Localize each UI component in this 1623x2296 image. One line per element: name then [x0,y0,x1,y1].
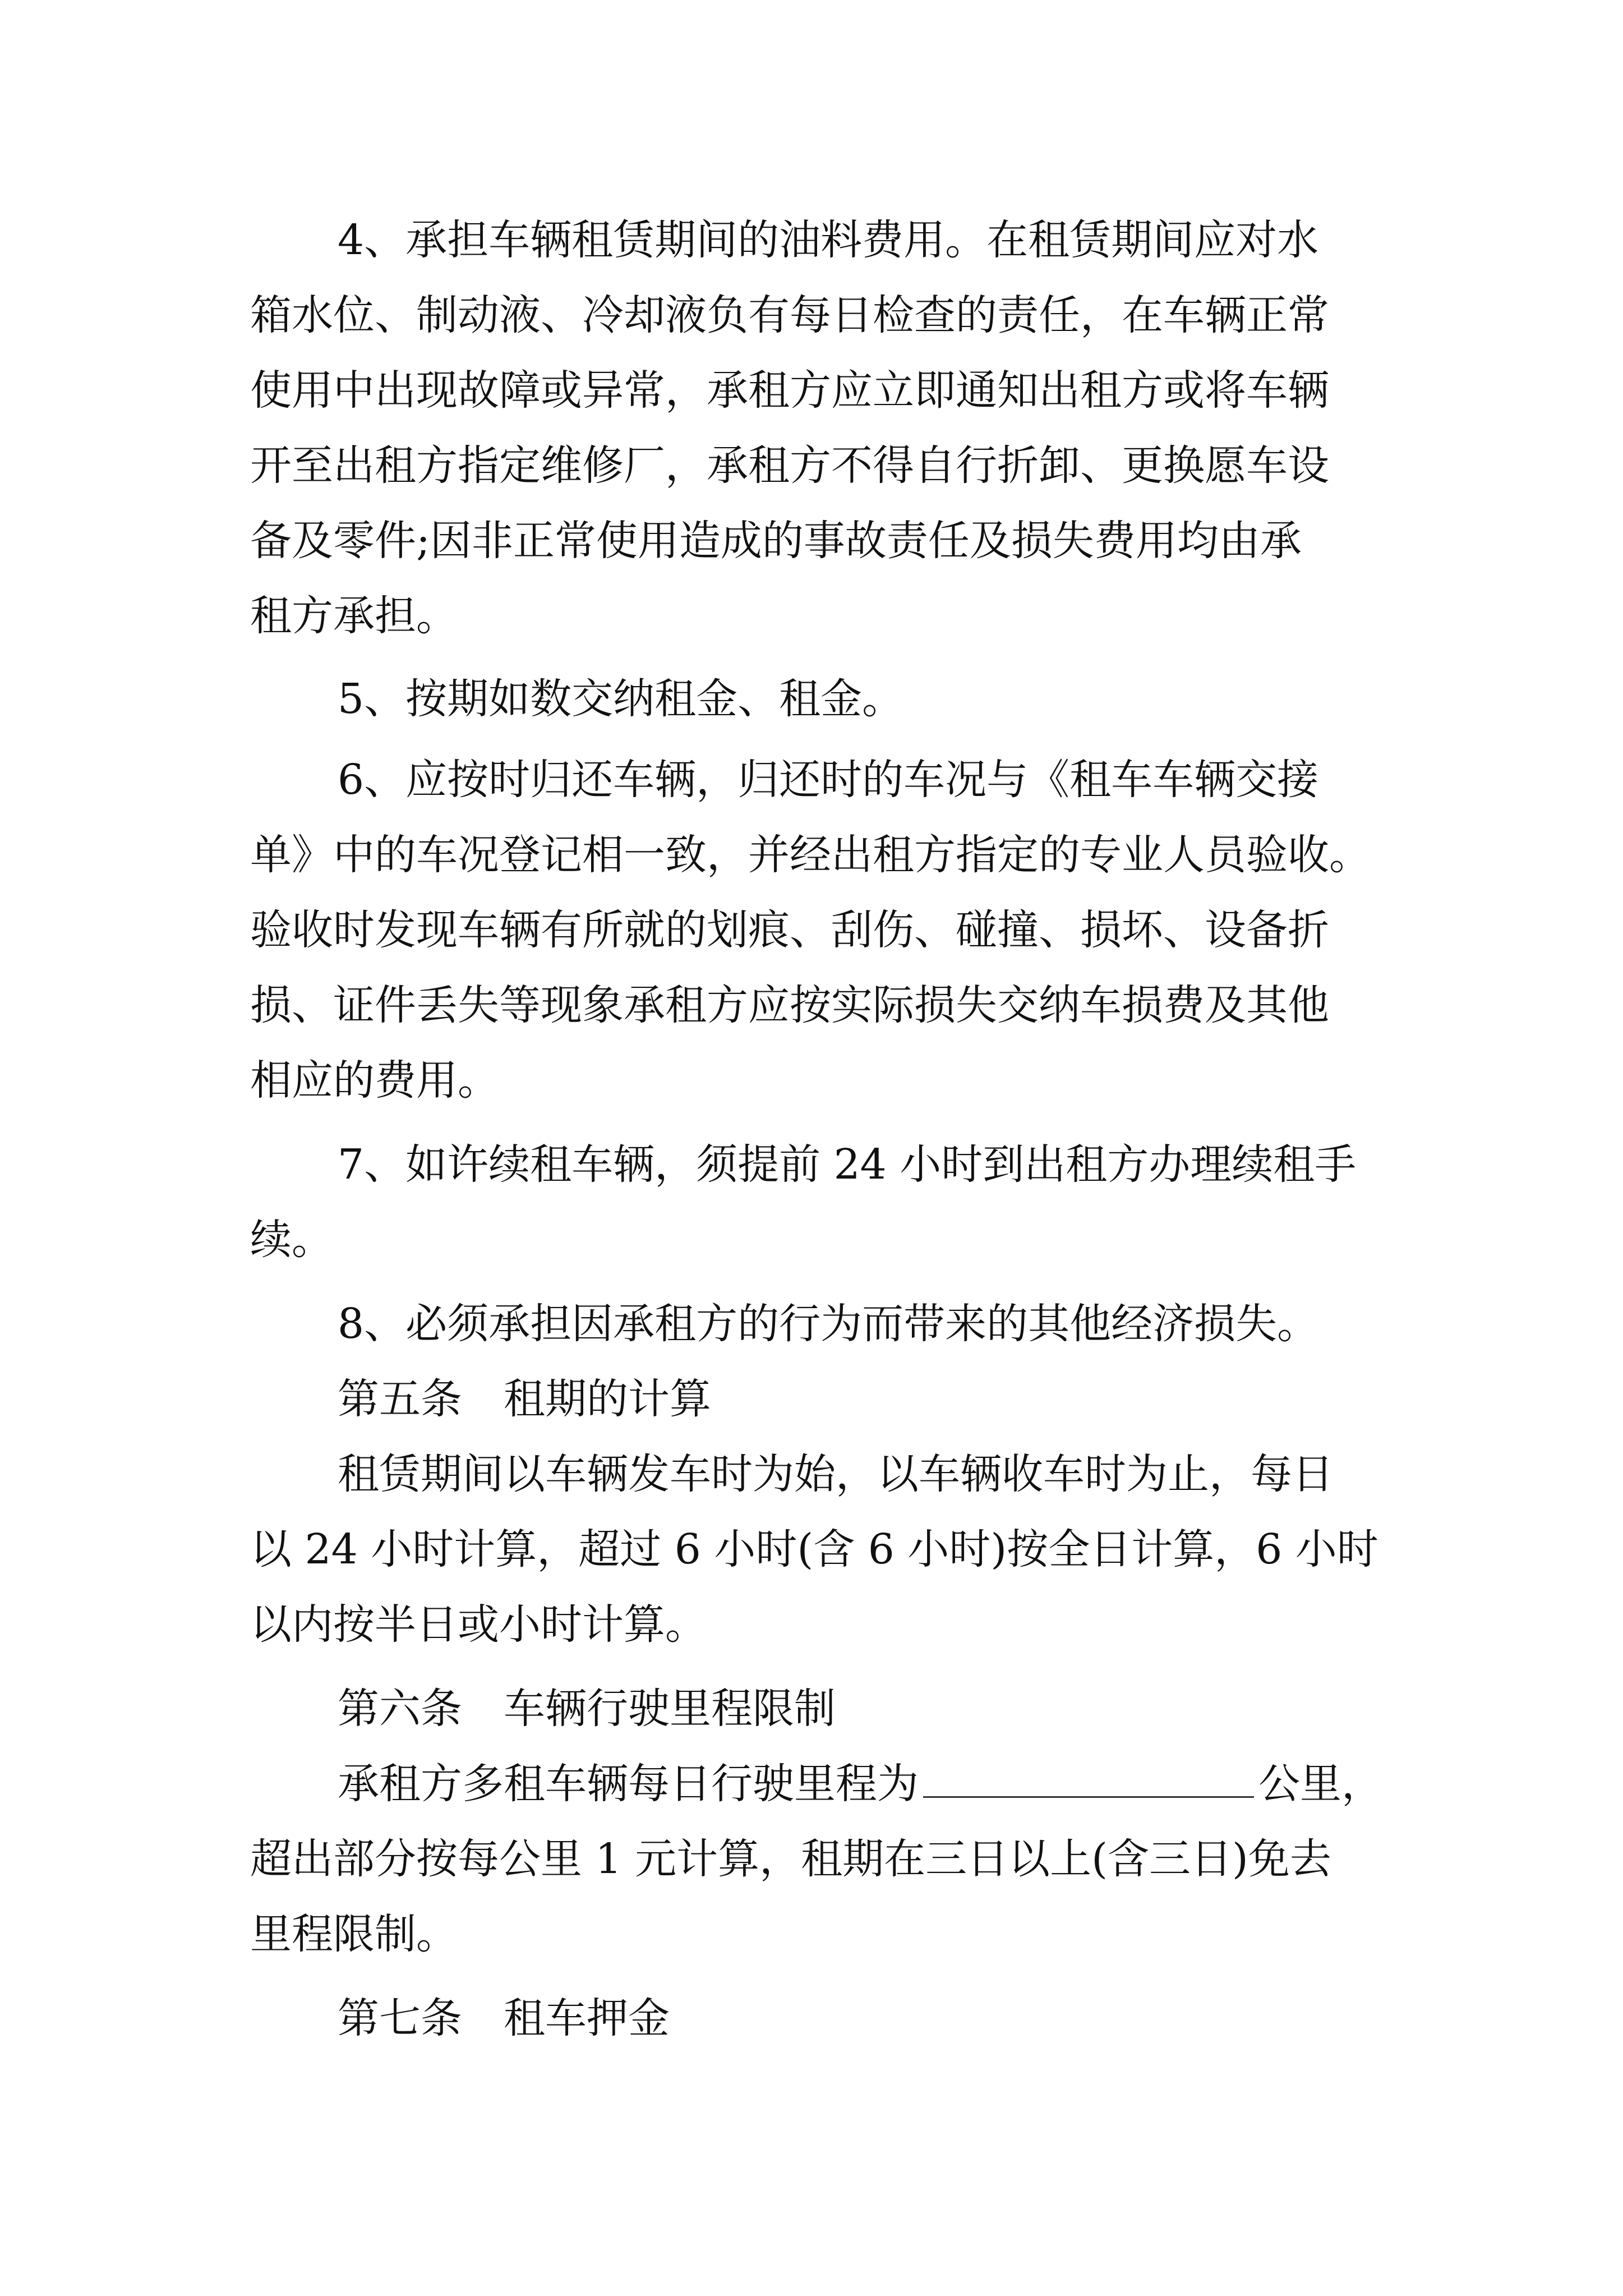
text-line: 6、应按时归还车辆，归还时的车况与《租车车辆交接 [338,756,1319,804]
fill-in-blank [923,1763,1254,1798]
text-line: 备及零件;因非正常使用造成的事故责任及损失费用均由承 [250,517,1302,565]
text-line-with-blank [338,1756,1383,1812]
text-line: 租方承担。 [250,592,458,640]
text-line: 4、承担车辆租赁期间的油料费用。在租赁期间应对水 [338,216,1319,264]
section-heading: 第五条 租期的计算 [338,1375,711,1423]
text-line: 7、如许续租车辆，须提前 24 小时到出租方办理续租手 [338,1140,1357,1189]
text-line: 单》中的车况登记相一致，并经出租方指定的专业人员验收。 [250,831,1371,879]
text-before-blank: 承租方多租车辆每日行驶里程为 [338,1760,919,1808]
text-line: 损、证件丢失等现象承租方应按实际损失交纳车损费及其他 [250,981,1329,1029]
section-heading: 第七条 租车押金 [338,1994,670,2042]
text-line: 5、按期如数交纳租金、租金。 [338,675,904,723]
text-line: 使用中出现故障或异常，承租方应立即通知出租方或将车辆 [250,366,1329,415]
text-line: 以 24 小时计算，超过 6 小时(含 6 小时)按全日计算，6 小时 [250,1525,1378,1573]
text-line: 续。 [250,1216,333,1264]
text-line: 开至出租方指定维修厂，承租方不得自行折卸、更换愿车设 [250,441,1329,490]
text-after-blank: 公里， [1258,1760,1383,1808]
text-line: 超出部分按每公里 1 元计算，租期在三日以上(含三日)免去 [250,1835,1331,1883]
text-line: 里程限制。 [250,1910,458,1958]
text-line: 8、必须承担因承租方的行为而带来的其他经济损失。 [338,1300,1319,1348]
text-line: 验收时发现车辆有所就的划痕、刮伤、碰撞、损坏、设备折 [250,906,1329,954]
text-line: 以内按半日或小时计算。 [250,1600,707,1649]
section-heading: 第六条 车辆行驶里程限制 [338,1685,836,1733]
text-line: 相应的费用。 [250,1056,499,1105]
text-line: 箱水位、制动液、冷却液负有每日检查的责任，在车辆正常 [250,291,1329,339]
text-line: 租赁期间以车辆发车时为始，以车辆收车时为止，每日 [338,1450,1334,1498]
